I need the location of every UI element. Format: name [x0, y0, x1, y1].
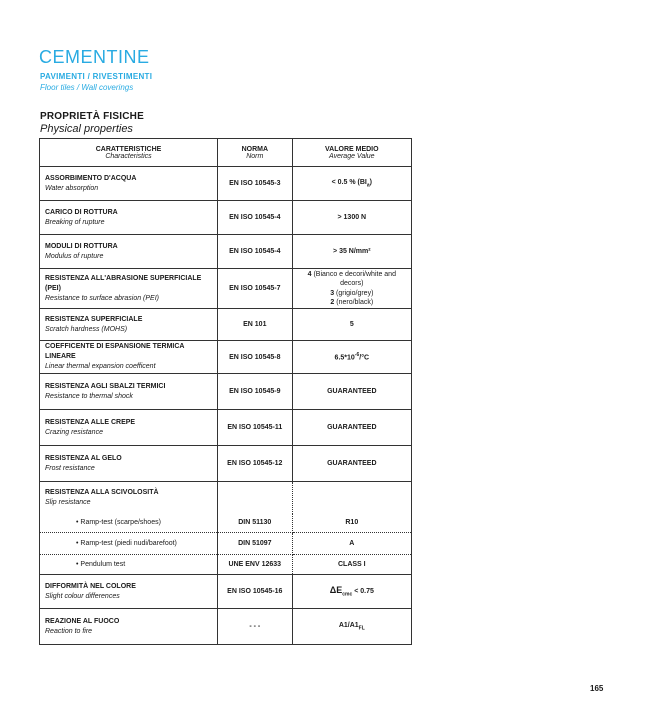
header-characteristics — [40, 139, 218, 167]
row-characteristic — [40, 575, 218, 609]
header-col1-it: CARATTERISTICHE — [95, 145, 162, 153]
row-norm: EN ISO 10545-12 — [218, 446, 293, 482]
slip-item-norm: UNE ENV 12633 — [218, 555, 293, 575]
table-row — [40, 341, 412, 374]
row-norm: - - - — [218, 609, 293, 645]
row-norm-empty — [218, 482, 293, 514]
value-sub: a — [366, 182, 370, 189]
value-sub: FL — [358, 625, 365, 632]
row-name-en: Slight colour differences — [45, 592, 120, 600]
table-row — [40, 575, 412, 609]
row-characteristic — [40, 374, 218, 410]
row-characteristic — [40, 201, 218, 235]
table-row — [40, 269, 412, 309]
row-name: COEFFICENTE DI ESPANSIONE TERMICA LINEARE — [45, 343, 185, 360]
value-prefix: A1/A1 — [338, 621, 359, 629]
slip-group-header-row — [40, 482, 412, 514]
row-value — [292, 575, 411, 609]
row-norm: EN ISO 10545-8 — [218, 341, 293, 374]
table-row — [40, 201, 412, 235]
section-title-it: PROPRIETÀ FISICHE — [40, 111, 144, 122]
row-value-pei — [292, 269, 411, 309]
row-name-en: Breaking of rupture — [45, 218, 105, 226]
slip-item-value: R10 — [292, 514, 411, 533]
row-norm: EN ISO 10545-7 — [218, 269, 293, 309]
row-name-en: Reaction to fire — [45, 627, 93, 635]
header-col1-en: Characteristics — [105, 152, 152, 160]
row-name: RESISTENZA AL GELO — [45, 454, 122, 462]
row-name: RESISTENZA ALLA SCIVOLOSITÀ — [45, 488, 159, 496]
row-value: > 35 N/mm² — [292, 235, 411, 269]
row-name-en: Resistance to thermal shock — [45, 392, 133, 400]
row-name: CARICO DI ROTTURA — [45, 208, 118, 216]
slip-item-label: • Ramp-test (scarpe/shoes) — [40, 514, 218, 533]
row-name-en: Frost resistance — [45, 464, 95, 472]
slip-item-label: • Ramp-test (piedi nudi/barefoot) — [40, 533, 218, 555]
row-name: ASSORBIMENTO D'ACQUA — [45, 174, 137, 182]
value-prefix: < 0.5 % (BI — [331, 178, 367, 186]
row-value: > 1300 N — [292, 201, 411, 235]
pei-text: (nero/black) — [334, 299, 374, 306]
header-col3-en: Average Value — [329, 152, 375, 160]
row-name-en: Modulus of rupture — [45, 252, 104, 260]
table-row — [40, 374, 412, 410]
row-norm: EN ISO 10545-3 — [218, 167, 293, 201]
brand-part-2: ENTINE — [80, 47, 150, 67]
pei-text: (grigio/grey) — [334, 289, 374, 297]
row-characteristic — [40, 341, 218, 374]
row-name: RESISTENZA SUPERFICIALE — [45, 315, 143, 323]
row-name: RESISTENZA AGLI SBALZI TERMICI — [45, 382, 166, 390]
row-characteristic — [40, 446, 218, 482]
value-prefix: ΔE — [329, 585, 343, 596]
row-characteristic — [40, 309, 218, 341]
row-name-en: Slip resistance — [45, 498, 91, 506]
row-norm: EN 101 — [218, 309, 293, 341]
row-characteristic — [40, 167, 218, 201]
slip-item-row — [40, 514, 412, 533]
row-value: 5 — [292, 309, 411, 341]
value-suffix: ) — [369, 178, 372, 186]
brand-logo — [39, 47, 150, 68]
pei-text: (Bianco e decori/white and decors) — [311, 270, 396, 287]
category-en: Floor tiles / Wall coverings — [40, 83, 134, 92]
pei-num: 4 — [307, 270, 312, 278]
row-value: GUARANTEED — [292, 410, 411, 446]
row-name: DIFFORMITÀ NEL COLORE — [45, 582, 136, 590]
row-norm: EN ISO 10545-16 — [218, 575, 293, 609]
header-col2-it: NORMA — [241, 145, 269, 153]
page-number: 165 — [590, 684, 604, 693]
row-name-en: Resistance to surface abrasion (PEI) — [45, 294, 159, 302]
pei-num: 3 — [330, 289, 335, 297]
row-characteristic — [40, 235, 218, 269]
table-row — [40, 446, 412, 482]
header-norm — [218, 139, 293, 167]
slip-item-value: CLASS I — [292, 555, 411, 575]
row-characteristic — [40, 410, 218, 446]
row-name-en: Water absorption — [45, 184, 99, 192]
slip-item-row — [40, 533, 412, 555]
row-characteristic — [40, 609, 218, 645]
slip-item-label: • Pendulum test — [40, 555, 218, 575]
row-name: RESISTENZA ALL'ABRASIONE SUPERFICIALE (PEI) — [45, 274, 202, 292]
row-value — [292, 609, 411, 645]
row-value — [292, 167, 411, 201]
table-row — [40, 309, 412, 341]
row-value: GUARANTEED — [292, 446, 411, 482]
slip-item-row — [40, 555, 412, 575]
row-norm: EN ISO 10545-11 — [218, 410, 293, 446]
header-col2-en: Norm — [246, 152, 264, 160]
row-value-empty — [292, 482, 411, 514]
row-name-en: Linear thermal expansion coefficent — [45, 363, 156, 370]
slip-item-norm: DIN 51097 — [218, 533, 293, 555]
row-name: MODULI DI ROTTURA — [45, 242, 118, 250]
row-characteristic — [40, 482, 218, 514]
section-title-en: Physical properties — [40, 123, 133, 135]
table-header-row — [40, 139, 412, 167]
row-norm: EN ISO 10545-9 — [218, 374, 293, 410]
table-row — [40, 609, 412, 645]
table-row — [40, 167, 412, 201]
row-name: REAZIONE AL FUOCO — [45, 617, 120, 625]
row-name-en: Crazing resistance — [45, 428, 103, 436]
pei-num: 2 — [330, 299, 335, 306]
row-value: GUARANTEED — [292, 374, 411, 410]
value-sub: cmc — [342, 591, 353, 598]
row-norm: EN ISO 10545-4 — [218, 201, 293, 235]
category-it: PAVIMENTI / RIVESTIMENTI — [40, 72, 153, 81]
value-sup: -6 — [354, 352, 360, 359]
header-col3-it: VALORE MEDIO — [325, 145, 379, 153]
slip-item-value: A — [292, 533, 411, 555]
brand-part-1: CEM — [39, 47, 81, 67]
value-suffix: < 0.75 — [352, 588, 374, 596]
header-value — [292, 139, 411, 167]
physical-properties-table — [39, 138, 412, 645]
value-prefix: 6.5*10 — [334, 354, 355, 362]
row-norm: EN ISO 10545-4 — [218, 235, 293, 269]
table-row — [40, 235, 412, 269]
row-value — [292, 341, 411, 374]
row-characteristic — [40, 269, 218, 309]
value-suffix: /°C — [359, 354, 370, 362]
slip-item-norm: DIN 51130 — [218, 514, 293, 533]
row-name-en: Scratch hardness (MOHS) — [45, 325, 128, 333]
table-row — [40, 410, 412, 446]
row-name: RESISTENZA ALLE CREPE — [45, 418, 136, 426]
